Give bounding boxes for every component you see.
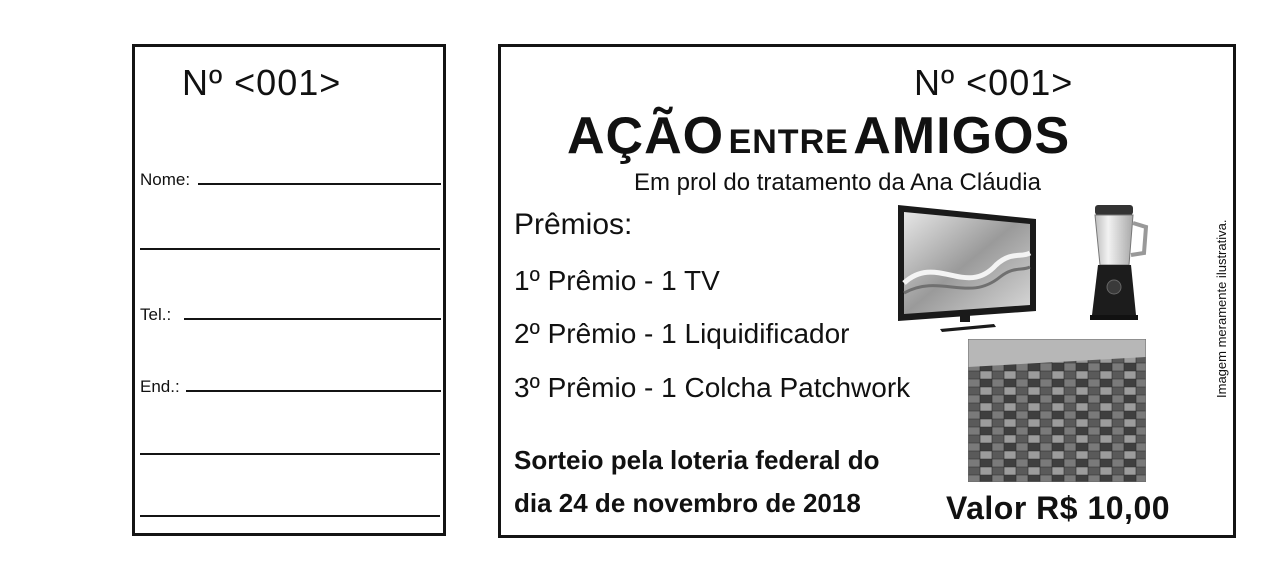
title-part-2: ENTRE [728,123,849,161]
stub-number: Nº <001> [182,62,342,103]
stub-address-line-2[interactable] [140,453,440,455]
stub-name-label: Nome: [140,170,191,189]
stub-name-line[interactable] [198,183,441,185]
blender-image [1086,203,1154,323]
draw-info-line-2: dia 24 de novembro de 2018 [514,488,861,518]
ticket-number: Nº <001> [914,62,1074,103]
quilt-image [968,339,1146,482]
stub-phone-label: Tel.: [140,305,172,324]
prizes-heading: Prêmios: [514,208,633,241]
stub-address-line-3[interactable] [140,515,440,517]
title-part-1: AÇÃO [567,107,725,165]
stub-address-line[interactable] [186,390,441,392]
stub-name-line-2[interactable] [140,248,440,250]
draw-info-line-1: Sorteio pela loteria federal do [514,445,880,475]
ticket-subtitle: Em prol do tratamento da Ana Cláudia [634,169,1041,196]
ticket-stub [132,44,446,536]
image-disclaimer: Imagem meramente ilustrativa. [1214,219,1229,398]
prize-1: 1º Prêmio - 1 TV [514,265,720,296]
ticket-price: Valor R$ 10,00 [946,490,1171,526]
prize-2: 2º Prêmio - 1 Liquidificador [514,318,850,349]
stub-phone-line[interactable] [184,318,441,320]
title-part-3: AMIGOS [853,107,1071,165]
stub-address-label: End.: [140,377,180,396]
prize-3: 3º Prêmio - 1 Colcha Patchwork [514,372,911,403]
tv-image [896,203,1038,333]
ticket-title [567,107,1071,165]
